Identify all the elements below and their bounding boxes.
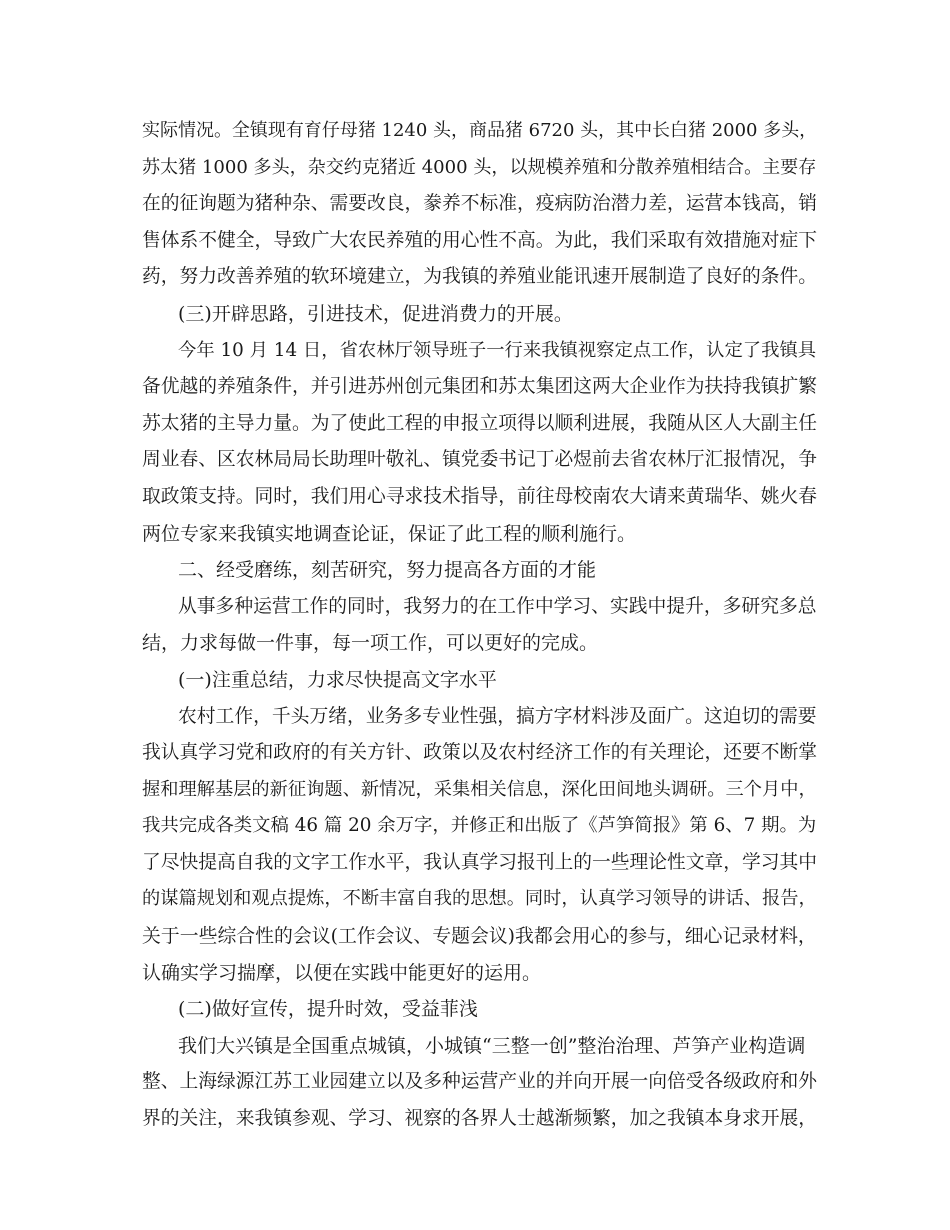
text-line: (三)开辟思路，引进技术，促进消费力的开展。	[178, 302, 573, 325]
text-line: 从事多种运营工作的同时，我努力的在工作中学习、实践中提升，多研究多总	[178, 595, 817, 617]
text-line: 今年 10 月 14 日，省农林厅领导班子一行来我镇视察定点工作，认定了我镇具	[178, 339, 817, 361]
text-line: 苏太猪 1000 多头，杂交约克猪近 4000 头，以规模养殖和分散养殖相结合。主要存	[142, 156, 817, 178]
text-line: 整、上海绿源江苏工业园建立以及多种运营产业的并向开展一向倍受各级政府和外	[142, 1071, 817, 1093]
text-line: 结，力求每做一件事，每一项工作，可以更好的完成。	[142, 632, 599, 655]
text-line: 我共完成各类文稿 46 篇 20 余万字，并修正和出版了《芦笋简报》第 6、7 期。为	[142, 815, 817, 837]
text-line: 售体系不健全，导致广大农民养殖的用心性不高。为此，我们采取有效措施对症下	[142, 229, 817, 251]
text-line: 两位专家来我镇实地调查论证，保证了此工程的顺利施行。	[142, 522, 637, 545]
text-line: 握和理解基层的新征询题、新情况，采集相关信息，深化田间地头调研。三个月中，	[142, 778, 817, 800]
text-line: 二、经受磨练，刻苦研究，努力提高各方面的才能	[178, 559, 597, 582]
text-line: 的谋篇规划和观点提炼，不断丰富自我的思想。同时，认真学习领导的讲话、报告，	[142, 888, 817, 910]
text-line: 了尽快提高自我的文字工作水平，我认真学习报刊上的一些理论性文章，学习其中	[142, 851, 817, 873]
text-line: (二)做好宣传，提升时效，受益菲浅	[178, 998, 478, 1021]
text-line: 界的关注，来我镇参观、学习、视察的各界人士越渐频繁，加之我镇本身求开展，	[142, 1108, 817, 1130]
text-line: (一)注重总结，力求尽快提高文字水平	[178, 668, 497, 691]
document-body	[142, 113, 817, 1138]
text-line: 备优越的养殖条件，并引进苏州创元集团和苏太集团这两大企业作为扶持我镇扩繁	[142, 376, 817, 398]
text-line: 在的征询题为猪种杂、需要改良，豢养不标准，疫病防治潜力差，运营本钱高，销	[142, 193, 817, 215]
text-line: 周业春、区农林局局长助理叶敬礼、镇党委书记丁必煜前去省农林厅汇报情况，争	[142, 449, 817, 471]
text-line: 药，努力改善养殖的软环境建立，为我镇的养殖业能讯速开展制造了良好的条件。	[142, 266, 817, 288]
text-line: 我认真学习党和政府的有关方针、政策以及农村经济工作的有关理论，还要不断掌	[142, 742, 817, 764]
text-line: 实际情况。全镇现有育仔母猪 1240 头，商品猪 6720 头，其中长白猪 2000 多头，	[142, 120, 818, 141]
text-line: 关于一些综合性的会议(工作会议、专题会议)我都会用心的参与，细心记录材料，	[142, 925, 817, 948]
text-line: 我们大兴镇是全国重点城镇，小城镇“三整一创”整治治理、芦笋产业构造调	[178, 1034, 806, 1057]
text-line: 认确实学习揣摩，以便在实践中能更好的运用。	[142, 961, 542, 984]
text-line: 苏太猪的主导力量。为了使此工程的申报立项得以顺利进展，我随从区人大副主任	[142, 412, 817, 434]
text-line: 取政策支持。同时，我们用心寻求技术指导，前往母校南农大请来黄瑞华、姚火春	[142, 485, 817, 507]
text-line: 农村工作，千头万绪，业务多专业性强，搞方字材料涉及面广。这迫切的需要	[178, 705, 817, 727]
